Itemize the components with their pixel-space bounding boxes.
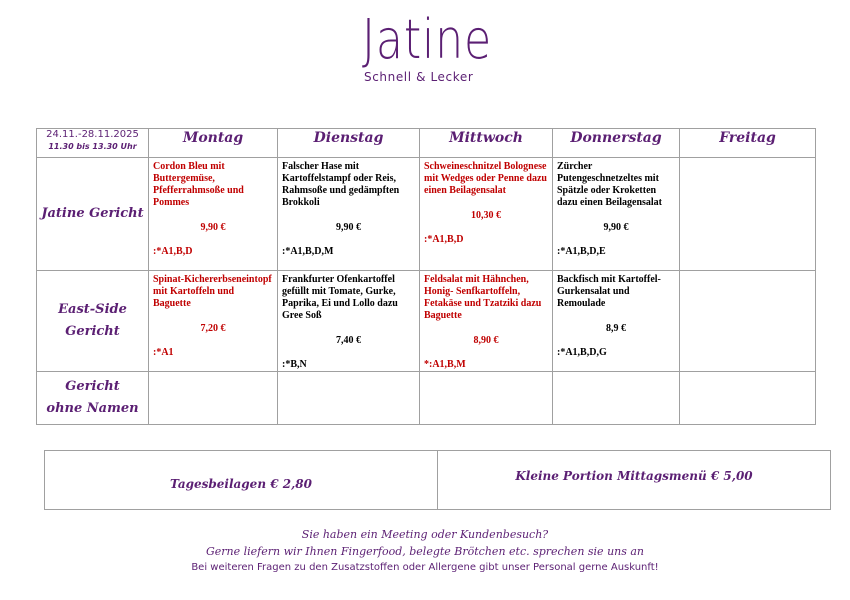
dish-description: Cordon Bleu mit Buttergemüse, Pfefferrahmsoße und Pommes <box>153 161 244 208</box>
dish-allergens: :*A1,B,D <box>153 246 193 257</box>
menu-header-row <box>37 129 816 158</box>
footer-meeting-question: Sie haben ein Meeting oder Kundenbesuch? <box>301 528 549 541</box>
weekly-menu-table <box>36 128 816 425</box>
dish-price: 10,30 € <box>471 210 501 221</box>
day-header-mittwoch <box>420 129 553 158</box>
dish-description: Schweineschnitzel Bolognese mit Wedges oder Penne dazu einen Beilagensalat <box>424 161 547 196</box>
dish-cell <box>420 372 553 425</box>
dish-cell <box>149 372 278 425</box>
date-range: 24.11.-28.11.2025 <box>46 129 139 140</box>
dish-description: Spinat-Kichererbseneintopf mit Kartoffeln und Baguette <box>153 274 272 309</box>
menu-row-gericht-ohne-namen <box>37 372 816 425</box>
dish-description: Backfisch mit Kartoffel-Gurkensalat und Remoulade <box>557 274 661 309</box>
footer-allergen-note: Bei weiteren Fragen zu den Zusatzstoffen oder Allergene gibt unser Personal gerne Auskunft! <box>191 562 659 573</box>
dish-cell <box>680 158 816 271</box>
dish-description: Feldsalat mit Hähnchen, Honig- Senfkartoffeln, Fetakäse und Tzatziki dazu Baguette <box>424 274 542 321</box>
jatine-logo <box>340 10 510 90</box>
day-label: Mittwoch <box>449 130 523 146</box>
extras-box <box>44 450 831 510</box>
small-portion-price: Kleine Portion Mittagsmenü € 5,00 <box>515 469 753 483</box>
day-header-montag <box>149 129 278 158</box>
row-label-line: East-Side <box>58 302 127 317</box>
serving-time: 11.30 bis 13.30 Uhr <box>48 142 137 151</box>
dish-cell <box>278 158 420 271</box>
dish <box>278 271 419 371</box>
dish <box>553 158 679 258</box>
dish-cell <box>149 271 278 372</box>
day-header-freitag <box>680 129 816 158</box>
dish-cell <box>420 158 553 271</box>
dish-cell <box>553 271 680 372</box>
dish-price: 9,90 € <box>603 222 629 233</box>
day-label: Freitag <box>719 130 776 146</box>
dish-allergens: :*A1,B,D,G <box>557 347 607 358</box>
dish-description: Falscher Hase mit Kartoffelstampf oder Reis, Rahmsoße und gedämpften Brokkoli <box>282 161 400 208</box>
menu-row-east-side-gericht <box>37 271 816 372</box>
day-header-dienstag <box>278 129 420 158</box>
side-dishes-price: Tagesbeilagen € 2,80 <box>45 451 438 509</box>
logo-tagline: Schnell & Lecker <box>364 70 474 84</box>
dish-allergens: :*A1 <box>153 347 174 358</box>
dish-cell <box>420 271 553 372</box>
dish-description: Zürcher Putengeschnetzeltes mit Spätzle oder Kroketten dazu einen Beilagensalat <box>557 161 663 208</box>
dish-cell <box>680 372 816 425</box>
dish-allergens: *:A1,B,M <box>424 359 466 370</box>
dish-cell <box>149 158 278 271</box>
dish <box>420 271 552 371</box>
menu-row-jatine-gericht <box>37 158 816 271</box>
dish <box>278 158 419 258</box>
day-label: Dienstag <box>313 130 384 146</box>
dish-cell <box>553 158 680 271</box>
dish-price: 8,9 € <box>606 323 626 334</box>
dish-price: 9,90 € <box>336 222 361 233</box>
dish-cell <box>680 271 816 372</box>
dish-allergens: :*A1,B,D,M <box>282 246 334 257</box>
row-label-line: ohne Namen <box>46 401 139 416</box>
day-header-donnerstag <box>553 129 680 158</box>
dish-description: Frankfurter Ofenkartoffel gefüllt mit Tomate, Gurke, Paprika, Ei und Lollo dazu Gree Soß <box>282 274 398 321</box>
dish-price: 8,90 € <box>473 335 499 346</box>
dish-allergens: :*A1,B,D,E <box>557 246 606 257</box>
row-label-line: Gericht <box>65 379 120 394</box>
day-label: Donnerstag <box>570 130 662 146</box>
dish-cell <box>278 271 420 372</box>
dish <box>553 271 679 359</box>
footer-catering-offer: Gerne liefern wir Ihnen Fingerfood, belegte Brötchen etc. sprechen sie uns an <box>205 545 645 558</box>
day-label: Montag <box>182 130 244 146</box>
row-label-line: Jatine Gericht <box>41 206 144 221</box>
row-label <box>37 271 149 372</box>
dish-allergens: :*B,N <box>282 359 307 370</box>
dish-cell <box>278 372 420 425</box>
dish-cell <box>553 372 680 425</box>
dish <box>149 158 277 258</box>
date-cell <box>37 129 149 158</box>
dish <box>420 158 552 246</box>
logo-name: Jatine <box>362 8 493 71</box>
dish <box>149 271 277 359</box>
row-label <box>37 372 149 425</box>
dish-price: 7,20 € <box>200 323 226 334</box>
row-label-line: Gericht <box>65 324 120 339</box>
dish-allergens: :*A1,B,D <box>424 234 464 245</box>
dish-price: 7,40 € <box>336 335 361 346</box>
row-label <box>37 158 149 271</box>
dish-price: 9,90 € <box>200 222 226 233</box>
